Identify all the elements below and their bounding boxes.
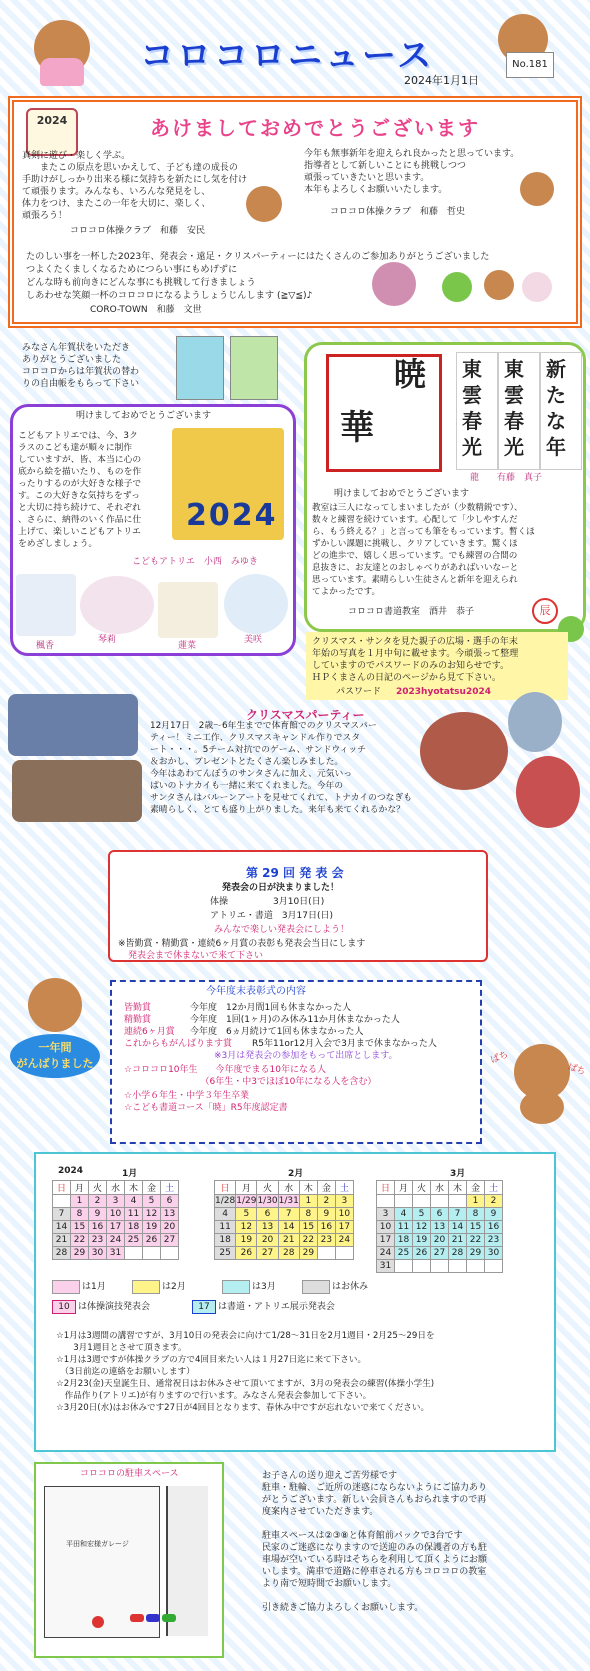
parking-garage-label: 平田和宏様ガレージ: [66, 1540, 129, 1548]
weekday-header: 土: [161, 1181, 179, 1195]
legend-label-february: は2月: [162, 1282, 186, 1292]
weekday-header: 火: [413, 1181, 431, 1195]
weekday-header: 金: [317, 1181, 335, 1195]
calendar-day: 23: [317, 1234, 335, 1247]
dragon-illustration: [442, 272, 472, 302]
award-desc-2: 今年度 1回(1ヶ月)のみ休み11か月休まなかった人: [190, 1015, 400, 1025]
bear-clapping-body: [520, 1090, 564, 1124]
calendar-table: [52, 1180, 179, 1260]
weekday-header: 火: [257, 1181, 278, 1195]
artist-name-2: 琴莉: [98, 635, 117, 645]
christmas-photo-3: [420, 712, 508, 790]
parking-info-text: お子さんの送り迎えご苦労様です 駐車・駐輪、ご近所の迷惑にならないようにご協力あり がとうございます。新しい会員さんもおられますので再 度案内させていただきます。 駐車スペースは②③⑧と体育館前パックで3台です 民家のご迷惑になりますので送迎のみの保護者の方も駐 車場が空いている時はそちらを利用して頂くようにお願 いします。満車で道路に停車される方もコロコロの教室 より南で短時間でお願いします。 引き続きご協力よろしくお願いします。: [262, 1471, 488, 1613]
bear-cheer-illustration: [28, 978, 82, 1032]
notebook-photo-2: [230, 336, 278, 400]
weekday-header: 木: [299, 1181, 317, 1195]
calligraphy-work-3-text: 東雲春光: [462, 357, 482, 459]
calendar-day: 24: [335, 1234, 353, 1247]
car-icon-1: [130, 1614, 144, 1622]
legend-swatch-holiday: [302, 1280, 330, 1294]
calendar-day: 8: [467, 1208, 485, 1221]
calendar-day: [335, 1247, 353, 1260]
artwork-photo-1: [16, 574, 76, 636]
calendar-day: 30: [89, 1247, 107, 1260]
calendar-day: 9: [317, 1208, 335, 1221]
award-name-3: 連続6ヶ月賞: [124, 1027, 175, 1037]
calendar-day: 22: [71, 1234, 89, 1247]
issue-date: 2024年1月1日: [404, 74, 479, 87]
calendar-day: 1/28: [215, 1196, 236, 1206]
weekday-header: 日: [53, 1181, 71, 1195]
calendar-day: [485, 1260, 503, 1273]
legend-gym-recital-num: 10: [52, 1300, 76, 1314]
calendar-day: 19: [143, 1221, 161, 1234]
calligraphy-sign: コロコロ書道教室 酒井 恭子: [348, 607, 475, 617]
calendar-day: 21: [53, 1234, 71, 1247]
bear-small-illustration: [484, 270, 514, 300]
calendar-day: 1: [71, 1195, 89, 1208]
greeting-bottom-sign: CORO-TOWN 和藤 文世: [90, 305, 202, 315]
weekday-header: 火: [89, 1181, 107, 1195]
calligraphy-work-4-text: 東雲春光: [504, 357, 524, 459]
award-desc-1: 今年度 12か月間1回も休まなかった人: [190, 1003, 352, 1013]
recital-date-gym: 体操 3月10日(日): [210, 897, 325, 907]
calendar-day: 16: [89, 1221, 107, 1234]
calendar-day: 5: [236, 1208, 257, 1221]
legend-swatch-february: [132, 1280, 160, 1294]
calendar-day: [431, 1195, 449, 1208]
artist-name-3: 蓮菜: [178, 641, 197, 651]
calendar-day: 27: [431, 1247, 449, 1260]
calendar-day: 16: [317, 1221, 335, 1234]
calendar-day: 10: [377, 1221, 395, 1234]
calendar-grid-february: [214, 1180, 354, 1260]
atelier-body: こどもアトリエでは、今、3ク ラスのこども達が順々に制作 していますが、皆、本当に心の 底から絵を描いたり、ものを作 ったりするのが大好きな様子で す。この大好きな気持ちをずっ と大切に持ち続けて、それぞれ 、さらに、納得のいく作品に仕 上げて、楽しいこどもアトリエ をめざしましょう。: [18, 431, 142, 549]
calendar-day: 25: [215, 1247, 236, 1260]
calendar-day: 11: [125, 1208, 143, 1221]
notebook-photo-1: [176, 336, 224, 400]
calendar-day: 1: [467, 1195, 485, 1208]
calendar-day: [53, 1195, 71, 1208]
photo-notice-text: クリスマス・サンタを見た親子の広場・選手の年末 年始の写真を１月中旬に載せます。今頑張って整理 していますのでパスワードのみのお知らせです。 ＨＰくまさんの日記のページから見て下さい。: [312, 637, 519, 683]
christmas-photo-2: [12, 760, 142, 822]
calendar-day: 12: [143, 1208, 161, 1221]
legend-art-exhibit-label: は書道・アトリエ展示発表会: [218, 1302, 335, 1312]
calendar-day: 22: [299, 1234, 317, 1247]
car-icon-3: [162, 1614, 176, 1622]
calendar-day: 10: [335, 1208, 353, 1221]
calendar-day: [377, 1195, 395, 1208]
bear-hakama-illustration: [246, 186, 282, 222]
calendar-day: 4: [125, 1195, 143, 1208]
calendar-day: [449, 1195, 467, 1208]
calendar-day: 21: [449, 1234, 467, 1247]
award-extra-shodo: ☆こども書道コース「暁」R5年度認定書: [124, 1103, 288, 1113]
atelier-heading: 明けましておめでとうございます: [76, 411, 212, 421]
weekday-header: 月: [236, 1181, 257, 1195]
calendar-day: 20: [431, 1234, 449, 1247]
calligraphy-work-akatsuki-char: 暁: [394, 355, 427, 393]
weekday-header: 金: [143, 1181, 161, 1195]
artwork-photo-2: [80, 576, 154, 634]
calendar-day: 6: [161, 1195, 179, 1208]
calendar-day: 12: [236, 1221, 257, 1234]
legend-label-march: は3月: [252, 1282, 276, 1292]
calendar-day: [161, 1247, 179, 1260]
weekday-header: 金: [467, 1181, 485, 1195]
weekday-header: 木: [449, 1181, 467, 1195]
calligraphy-credit: 龍 有藤 真子: [470, 473, 543, 483]
calendar-day: 13: [431, 1221, 449, 1234]
calendar-day: 26: [143, 1234, 161, 1247]
greeting-heading: あけましておめでとうございます: [150, 116, 480, 140]
calendar-day: 20: [257, 1234, 278, 1247]
calendar-day: [143, 1247, 161, 1260]
calendar-grid-march: [376, 1180, 503, 1273]
calendar-day: 13: [161, 1208, 179, 1221]
weekday-header: 日: [215, 1181, 236, 1195]
calendar-grid-january: [52, 1180, 179, 1260]
calendar-day: [449, 1260, 467, 1273]
greeting-right-message: 今年も無事新年を迎えられ良かったと思っています。 指導者として新しいことにも挑戦しつつ 頑張っていきたいと思います。 本年もよろしくお願いいたします。: [304, 149, 520, 195]
calendar-day: 28: [278, 1247, 299, 1260]
calendar-day: 7: [449, 1208, 467, 1221]
calendar-day: 14: [278, 1221, 299, 1234]
weekday-header: 木: [125, 1181, 143, 1195]
calendar-day: 11: [395, 1221, 413, 1234]
recital-title: 第 29 回 発 表 会: [246, 866, 344, 880]
calendar-day: 26: [236, 1247, 257, 1260]
password-value: 2023hyotatsu2024: [396, 687, 491, 697]
christmas-title: クリスマスパーティー: [246, 708, 365, 722]
christmas-body: 12月17日 2歳〜6年生までで体育館でのクリスマスパー ティー！ミニ工作、クリスマスキャンドル作りでスタ ート・・・。5チーム対抗でのゲーム、サンドウィッチ ＆おかし、プレゼントとたくさん楽しみました。 今年はあわてんぼうのサンタさんに加え、元気いっ ぱいのトナカイも一緒に来てくれました。今年の サンタさんはバルーンアートを見せてくれて、トナカイのつなぎも 素晴らしく、とても盛り上がりました。来年も来てくれるかな？: [150, 721, 413, 815]
calendar-day: 30: [485, 1247, 503, 1260]
calendar-day: [317, 1247, 335, 1260]
calendar-day: 15: [467, 1221, 485, 1234]
pachi-text-1: ぱち: [489, 1050, 510, 1066]
calendar-day: 15: [299, 1221, 317, 1234]
year-effort-badge: 一年間 がんばりました: [10, 1034, 100, 1078]
calendar-day: 31: [107, 1247, 125, 1260]
calendar-notes: ☆1月は3週間の講習ですが、3月10日の発表会に向けて1/28〜31日を2月1週目・2月25〜29日を 3月1週目とさせて頂きます。 ☆1月は3週ですが体操クラブの方で4回目来たい人は１月27日迄に来て下さい。 （3日前迄の連絡をお願いします） ☆2月23(金)天皇誕生日、通常祝日はお休みさせて頂いてますが、3月の発表会の練習(体操小学生) 作品作り(アトリエ)が有りますので行います。みなさん発表会参加して下さい。 ☆3月20日(水)はお休みです27日が4回目となります、春休み中ですが忘れないで来てください。: [56, 1331, 435, 1413]
calendar-day: 18: [125, 1221, 143, 1234]
calligraphy-heading: 明けましておめでとうございます: [334, 489, 470, 499]
bear-illustration-right: [520, 172, 554, 206]
greeting-right-sign: コロコロ体操クラブ 和藤 哲史: [330, 207, 466, 217]
calendar-day: 8: [299, 1208, 317, 1221]
calendar-day: 2: [317, 1195, 335, 1208]
calendar-day: 13: [257, 1221, 278, 1234]
calendar-table: [376, 1180, 503, 1273]
calendar-day: 2: [485, 1195, 503, 1208]
calendar-day: 27: [257, 1247, 278, 1260]
car-icon-2: [146, 1614, 160, 1622]
calendar-day: [125, 1247, 143, 1260]
calendar-day: [395, 1260, 413, 1273]
calligraphy-body: 教室は三人になってしまいましたが（少数精鋭です）、 数々と練習を続けています。心配して「少しやすんだ ら、もう終える？」と言っても筆をもっています。暫くほ ずかしい課題に挑戦し、クリアしていきます。驚くほ どの進歩で、嬉しく思っています。でも練習の合間の 息抜きに、お友達とのおしゃべりがあればいいなーと 思っています。素晴らしい生徒さんと新年を迎えられ てよかったです。: [312, 503, 535, 597]
calendar-day: 20: [161, 1221, 179, 1234]
calendar-day: 5: [143, 1195, 161, 1208]
hina-doll-illustration: [372, 262, 416, 306]
calendar-day: 7: [278, 1208, 299, 1221]
artist-name-1: 楓香: [36, 641, 55, 651]
recital-fun: みんなで楽しい発表会にしよう！: [214, 925, 350, 935]
dragon-stamp: 辰: [532, 598, 558, 624]
legend-gym-recital-label: は体操演技発表会: [78, 1302, 151, 1312]
calendar-month-feb: 2月: [288, 1169, 304, 1179]
calendar-table: [214, 1180, 354, 1260]
calendar-day: 1/29: [236, 1196, 257, 1206]
artwork-photo-3: [158, 582, 218, 638]
calendar-day: 24: [377, 1247, 395, 1260]
award-extra-graduation: ☆小学６年生・中学３年生卒業: [124, 1091, 250, 1101]
calendar-day: 25: [125, 1234, 143, 1247]
nenga-thanks-text: みなさん年賀状をいただき ありがとうございました コロコロからは年賀状の替わ りの自由帳をもらって下さい: [22, 343, 140, 389]
calendar-day: [431, 1260, 449, 1273]
mouse-illustration: [522, 272, 552, 302]
calendar-day: 29: [299, 1247, 317, 1260]
bear-mascot-left-body: [40, 58, 84, 86]
weekday-header: 土: [485, 1181, 503, 1195]
calendar-day: 21: [278, 1234, 299, 1247]
calendar-day: 4: [395, 1208, 413, 1221]
weekday-header: 月: [395, 1181, 413, 1195]
weekday-header: 水: [278, 1181, 299, 1195]
award-extra-10th: ☆コロコロ10年生 今年度でまる10年になる人 （6年生・中3でほぼ10年になる人を含む）: [124, 1065, 377, 1087]
calendar-day: 18: [395, 1234, 413, 1247]
calendar-day: 11: [215, 1221, 236, 1234]
calendar-day: 18: [215, 1234, 236, 1247]
award-name-4: これからもがんばります賞: [124, 1039, 233, 1049]
calendar-day: [413, 1195, 431, 1208]
calendar-day: 3: [335, 1195, 353, 1208]
greeting-left-message: 真剣に遊び・楽しく学ぶ。 またこの原点を思いかえして、子ども達の成長の 手助けがしっかり出来る様に気持ちを新たにし気を付け て頑張ります。みんなも、いろんな発見をし、 体力をつけ、またこの一年を大切に、楽しく、 頑張ろう！: [22, 151, 248, 221]
calendar-day: 1/31: [278, 1196, 299, 1206]
weekday-header: 土: [335, 1181, 353, 1195]
calendar-day: 22: [467, 1234, 485, 1247]
calendar-day: 28: [449, 1247, 467, 1260]
legend-art-exhibit-num: 17: [192, 1300, 216, 1314]
award-name-2: 精勤賞: [124, 1015, 152, 1025]
calendar-day: 24: [107, 1234, 125, 1247]
artwork-photo-4: [224, 574, 288, 634]
newsletter-title: コロコロニュース: [140, 36, 435, 76]
calendar-day: 29: [71, 1247, 89, 1260]
calendar-day: 7: [53, 1208, 71, 1221]
calendar-day: 1/30: [257, 1196, 278, 1206]
weekday-header: 月: [71, 1181, 89, 1195]
legend-swatch-march: [222, 1280, 250, 1294]
award-name-1: 皆勤賞: [124, 1003, 152, 1013]
calendar-day: 17: [107, 1221, 125, 1234]
atelier-sign: こどもアトリエ 小西 みゆき: [132, 557, 258, 567]
calendar-day: 19: [413, 1234, 431, 1247]
legend-label-holiday: はお休み: [332, 1282, 369, 1292]
calendar-day: [467, 1260, 485, 1273]
calendar-day: 3: [107, 1195, 125, 1208]
artwork-2024-text: 2024: [186, 498, 278, 533]
calendar-day: 2: [89, 1195, 107, 1208]
calendar-day: 19: [236, 1234, 257, 1247]
calendar-day: 10: [107, 1208, 125, 1221]
calendar-day: 9: [485, 1208, 503, 1221]
calendar-day: 27: [161, 1234, 179, 1247]
year-badge: 2024: [26, 108, 78, 156]
calendar-day: 31: [377, 1260, 395, 1273]
recital-warning: 発表会まで休まないで来て下さい: [128, 951, 264, 961]
legend-swatch-january: [52, 1280, 80, 1294]
calendar-day: [395, 1195, 413, 1208]
greeting-left-sign: コロコロ体操クラブ 和藤 安民: [70, 226, 206, 236]
award-desc-4: R5年11or12月入会で3月まで休まなかった人: [252, 1039, 437, 1049]
recital-subtitle: 発表会の日が決まりました！: [222, 883, 340, 893]
calendar-day: 4: [215, 1208, 236, 1221]
calendar-day: [413, 1260, 431, 1273]
calendar-day: 23: [89, 1234, 107, 1247]
calendar-day: 23: [485, 1234, 503, 1247]
weekday-header: 水: [107, 1181, 125, 1195]
calendar-day: 14: [449, 1221, 467, 1234]
calendar-day: 14: [53, 1221, 71, 1234]
calendar-day: 1: [299, 1195, 317, 1208]
christmas-photo-4: [508, 692, 562, 752]
location-pin-icon: [92, 1616, 104, 1628]
greeting-bottom-message: たのしい事を一杯した2023年、発表会・遠足・クリスパーティーにはたくさんのご参加ありがとうございました つよくたくましくなるためにつらい事にもめげずに どんな時も前向きにどんな事にも挑戦して行きましょう しあわせな笑顔一杯のコロコロになるようしょうじんします (≧▽≦)♪: [26, 251, 490, 301]
calendar-day: 3: [377, 1208, 395, 1221]
calendar-day: 17: [377, 1234, 395, 1247]
calendar-day: 17: [335, 1221, 353, 1234]
password-label: パスワード: [336, 687, 382, 697]
christmas-photo-1: [8, 694, 138, 756]
calendar-day: 28: [53, 1247, 71, 1260]
calendar-day: 6: [257, 1208, 278, 1221]
award-desc-3: 今年度 6ヵ月続けて1回も休まなかった人: [190, 1027, 364, 1037]
pachi-text-2: ぱち: [566, 1062, 587, 1078]
calendar-day: 6: [431, 1208, 449, 1221]
christmas-photo-5: [516, 756, 580, 828]
calendar-day: 9: [89, 1208, 107, 1221]
calendar-day: 15: [71, 1221, 89, 1234]
legend-label-january: は1月: [82, 1282, 106, 1292]
recital-date-atelier: アトリエ・書道 3月17日(日): [210, 911, 334, 921]
recital-note: ※皆勤賞・精勤賞・連続6ヶ月賞の表彰も発表会当日にします: [118, 939, 366, 949]
calligraphy-work-hana-char: 華: [340, 408, 374, 448]
awards-heading: 今年度末表彰式の内容: [206, 986, 306, 997]
calendar-day: 16: [485, 1221, 503, 1234]
calendar-day: 8: [71, 1208, 89, 1221]
artist-name-4: 美咲: [244, 635, 263, 645]
weekday-header: 水: [431, 1181, 449, 1195]
parking-map-title: コロコロの駐車スペース: [80, 1469, 179, 1479]
calendar-day: 25: [395, 1247, 413, 1260]
award-note: ※3月は発表会の参加をもって出席とします。: [214, 1051, 398, 1061]
calendar-day: 12: [413, 1221, 431, 1234]
weekday-header: 日: [377, 1181, 395, 1195]
calendar-year: 2024: [58, 1166, 84, 1176]
issue-number-board: No.181: [506, 52, 554, 78]
calendar-day: 29: [467, 1247, 485, 1260]
calendar-month-mar: 3月: [450, 1169, 466, 1179]
calligraphy-work-5-text: 新たな年: [546, 357, 566, 459]
calendar-day: 26: [413, 1247, 431, 1260]
calendar-month-jan: 1月: [122, 1169, 138, 1179]
calendar-day: 5: [413, 1208, 431, 1221]
